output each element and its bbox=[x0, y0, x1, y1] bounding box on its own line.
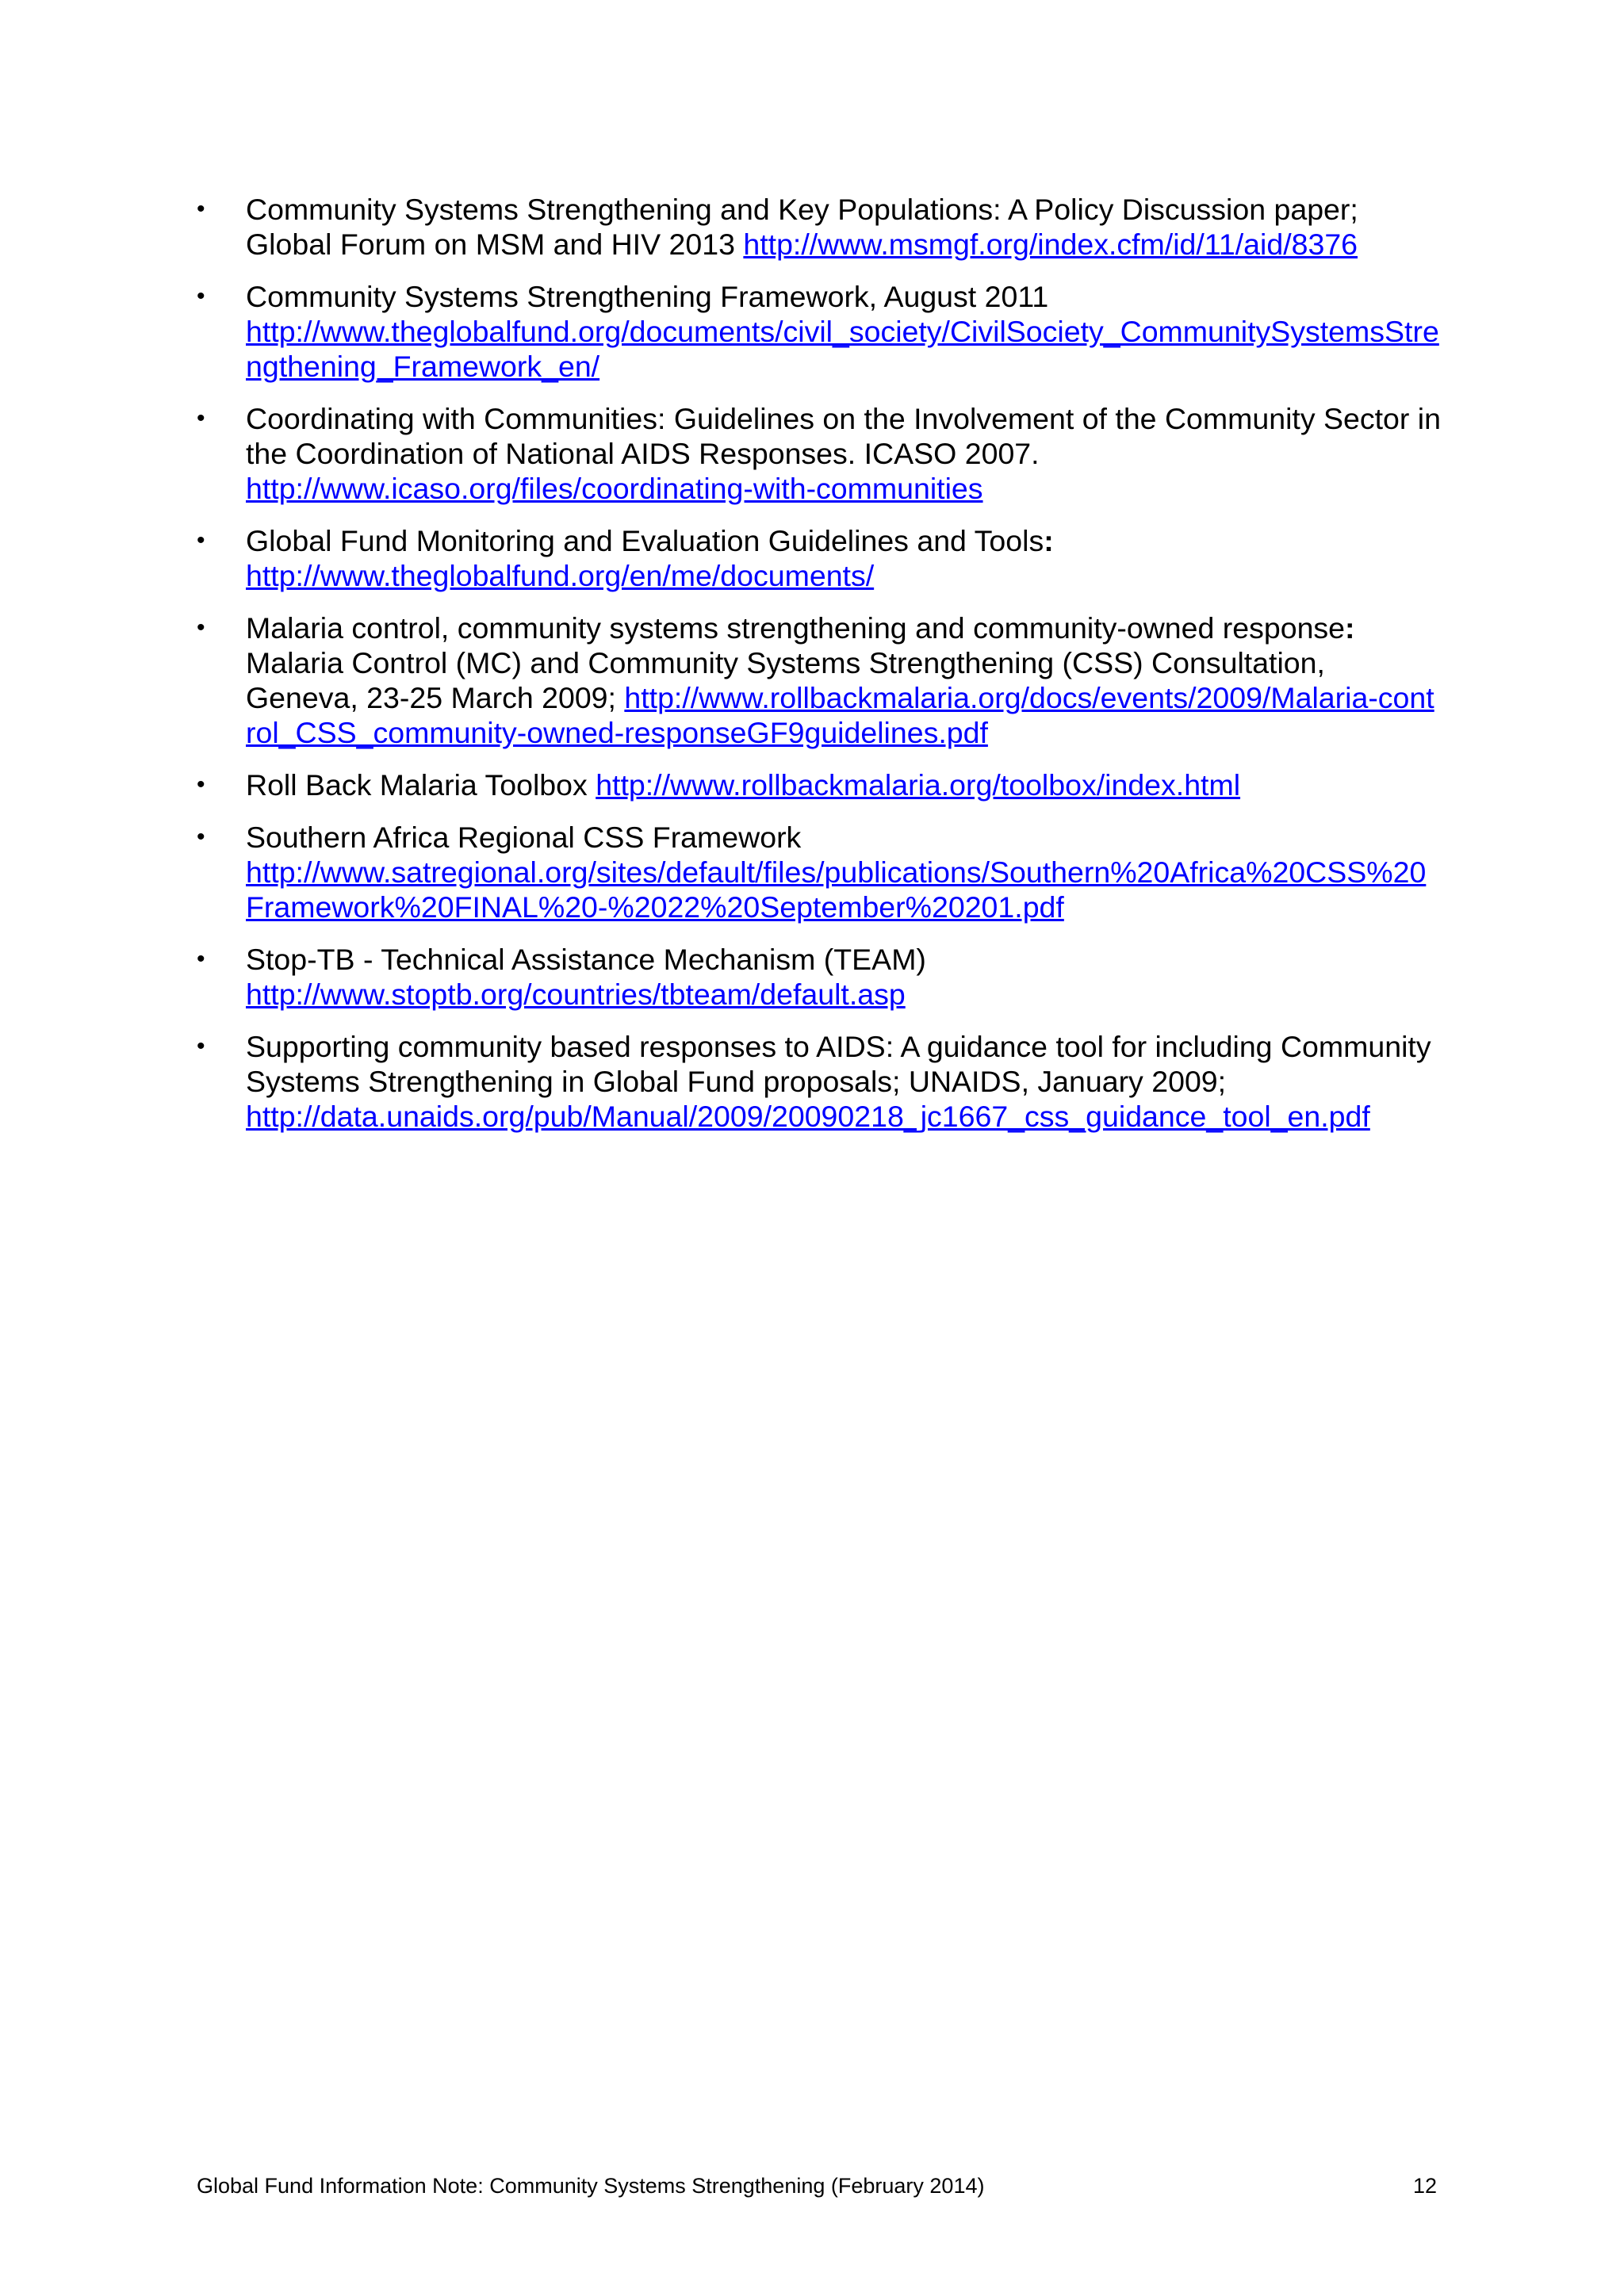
bullet-icon: • bbox=[197, 405, 205, 431]
reference-list bbox=[197, 192, 1442, 1151]
reference-text: Stop-TB - Technical Assistance Mechanism (TEAM) bbox=[246, 943, 926, 976]
reference-text: Community Systems Strengthening Framework, August 2011 bbox=[246, 280, 1049, 313]
reference-text-detail: Malaria Control (MC) and Community Systems Strengthening (CSS) Consultation, Geneva, 23-25 March 2009; bbox=[246, 646, 1325, 714]
reference-colon: : bbox=[1044, 524, 1054, 557]
reference-text: Global Fund Monitoring and Evaluation Guidelines and Tools bbox=[246, 524, 1044, 557]
reference-text: Community Systems Strengthening and Key Populations: A Policy Discussion paper; Global Forum on MSM and HIV 2013 bbox=[246, 193, 1358, 261]
footer-title: Global Fund Information Note: Community Systems Strengthening (February 2014) bbox=[197, 2174, 985, 2198]
reference-link[interactable]: http://data.unaids.org/pub/Manual/2009/20090218_jc1667_css_guidance_tool_en.pdf bbox=[246, 1100, 1370, 1133]
bullet-icon: • bbox=[197, 614, 205, 641]
list-item bbox=[197, 610, 1442, 750]
reference-link[interactable]: http://www.satregional.org/sites/default/files/publications/Southern%20Africa%20CSS%20Framework%20FINAL%20-%2022%20September%20201.pdf bbox=[246, 855, 1427, 924]
reference-text: Supporting community based responses to AIDS: A guidance tool for including Community Systems Strengthening in Global Fund proposals; UNAIDS, January 2009; bbox=[246, 1030, 1431, 1098]
reference-link[interactable]: http://www.rollbackmalaria.org/toolbox/index.html bbox=[596, 768, 1241, 802]
list-item bbox=[197, 820, 1442, 924]
list-item bbox=[197, 1029, 1442, 1134]
reference-link[interactable]: http://www.icaso.org/files/coordinating-with-communities bbox=[246, 472, 983, 505]
list-item bbox=[197, 942, 1442, 1012]
list-item bbox=[197, 279, 1442, 384]
list-item bbox=[197, 401, 1442, 506]
reference-text: Coordinating with Communities: Guidelines on the Involvement of the Community Sector in the Coordination of National AIDS Responses. ICASO 2007. bbox=[246, 402, 1441, 470]
reference-link[interactable]: http://www.msmgf.org/index.cfm/id/11/aid/8376 bbox=[743, 228, 1358, 261]
reference-link[interactable]: http://www.stoptb.org/countries/tbteam/default.asp bbox=[246, 978, 906, 1011]
reference-link[interactable]: http://www.theglobalfund.org/en/me/documents/ bbox=[246, 559, 875, 592]
list-item bbox=[197, 523, 1442, 593]
page-number: 12 bbox=[1412, 2174, 1437, 2198]
list-item bbox=[197, 767, 1442, 802]
reference-link[interactable]: http://www.theglobalfund.org/documents/civil_society/CivilSociety_CommunitySystemsStrengthening_Framework_en/ bbox=[246, 315, 1439, 383]
list-item bbox=[197, 192, 1442, 262]
bullet-icon: • bbox=[197, 527, 205, 553]
page-footer bbox=[197, 2172, 1437, 2199]
reference-text: Malaria control, community systems strengthening and community-owned response bbox=[246, 611, 1346, 645]
reference-text: Southern Africa Regional CSS Framework bbox=[246, 821, 802, 854]
bullet-icon: • bbox=[197, 1033, 205, 1059]
reference-text: Roll Back Malaria Toolbox bbox=[246, 768, 596, 802]
bullet-icon: • bbox=[197, 946, 205, 972]
reference-colon: : bbox=[1345, 611, 1355, 645]
reference-link[interactable]: http://www.rollbackmalaria.org/docs/events/2009/Malaria-control_CSS_community-owned-responseGF9guidelines.pdf bbox=[246, 681, 1434, 749]
bullet-icon: • bbox=[197, 771, 205, 798]
bullet-icon: • bbox=[197, 824, 205, 850]
bullet-icon: • bbox=[197, 283, 205, 309]
bullet-icon: • bbox=[197, 196, 205, 222]
